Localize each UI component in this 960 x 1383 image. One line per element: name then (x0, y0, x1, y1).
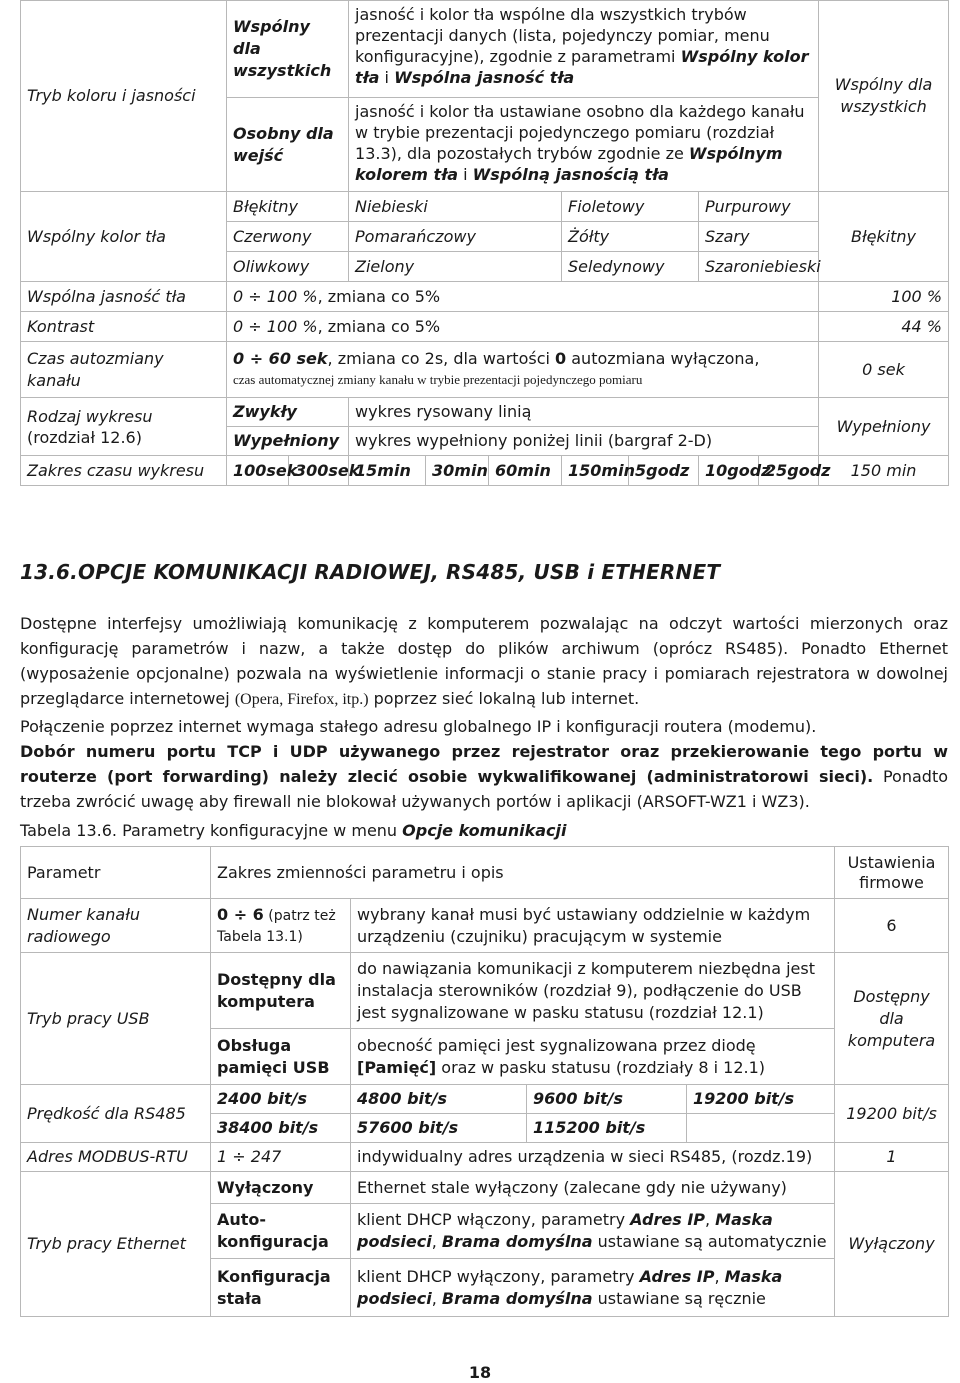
radio-channel-default: 6 (835, 899, 949, 953)
rs485-speed-option: 19200 bit/s (687, 1085, 835, 1114)
row-ethernet-1 (21, 1172, 949, 1204)
chart-type-option-plain: Zwykły (227, 398, 349, 427)
rs485-empty-cell (687, 1114, 835, 1143)
brightness-range: 0 ÷ 100 %, zmiana co 5% (227, 282, 819, 312)
bg-color-default: Błękitny (819, 192, 949, 282)
color-mode-default: Wspólny dla wszystkich (819, 1, 949, 192)
rs485-speed-option: 9600 bit/s (527, 1085, 687, 1114)
chart-type-default: Wypełniony (819, 398, 949, 456)
row-modbus (21, 1143, 949, 1172)
header-param: Parametr (21, 847, 211, 899)
ethernet-mode-label: Tryb pracy Ethernet (21, 1172, 211, 1317)
time-range-option: 25godz (759, 456, 819, 486)
page-number: 18 (468, 1363, 492, 1382)
color-option: Niebieski (349, 192, 562, 222)
brightness-default: 100 % (819, 282, 949, 312)
contrast-range: 0 ÷ 100 %, zmiana co 5% (227, 312, 819, 342)
ethernet-option-off: Wyłączony (211, 1172, 351, 1204)
contrast-label: Kontrast (21, 312, 227, 342)
rs485-speed-label: Prędkość dla RS485 (21, 1085, 211, 1143)
autoswitch-default: 0 sek (819, 342, 949, 398)
color-option: Szary (699, 222, 819, 252)
color-mode-option-common-desc: jasność i kolor tła wspólne dla wszystkich trybów prezentacji danych (lista, pojedynczy pomiar, menu konfiguracyjne), zgodnie z parametrami Wspólny kolor tła i Wspólna jasność tła (349, 1, 819, 98)
ethernet-option-auto-desc: klient DHCP włączony, parametry Adres IP, Maska podsieci, Brama domyślna ustawiane są automatycznie (351, 1204, 835, 1259)
ethernet-option-static-desc: klient DHCP wyłączony, parametry Adres IP, Maska podsieci, Brama domyślna ustawiane są ręcznie (351, 1259, 835, 1317)
contrast-default: 44 % (819, 312, 949, 342)
paragraph-internet: Połączenie poprzez internet wymaga stałego adresu globalnego IP i konfiguracji routera (modemu). (20, 717, 817, 736)
section-heading: 13.6.OPCJE KOMUNIKACJI RADIOWEJ, RS485, USB i ETHERNET (20, 560, 721, 584)
modbus-address-desc: indywidualny adres urządzenia w sieci RS485, (rozdz.19) (351, 1143, 835, 1172)
ethernet-option-auto: Auto-konfiguracja (211, 1204, 351, 1259)
usb-option-computer-desc: do nawiązania komunikacji z komputerem niezbędna jest instalacja sterowników (rozdział 9), podłączenie do USB jest sygnalizowane w pasku statusu (rozdział 12.1) (351, 953, 835, 1029)
communication-options-table (20, 846, 949, 1317)
color-option: Zielony (349, 252, 562, 282)
chart-type-option-filled-desc: wykres wypełniony poniżej linii (bargraf 2-D) (349, 427, 819, 456)
color-mode-option-common: Wspólny dla wszystkich (227, 1, 349, 98)
usb-option-memory: Obsługa pamięci USB (211, 1029, 351, 1085)
time-range-option: 10godz (699, 456, 759, 486)
row-time-range (21, 456, 949, 486)
header-row (21, 847, 949, 899)
rs485-speed-option: 57600 bit/s (351, 1114, 527, 1143)
ethernet-default: Wyłączony (835, 1172, 949, 1317)
paragraph-interfaces: Dostępne interfejsy umożliwiają komunikację z komputerem pozwalając na odczyt wartości mierzonych oraz konfigurację parametrów i nazw, a także dostęp do plików archiwum (oprócz RS485). Ponadto Ethernet (wyposażenie opcjonalne) pozwala na wyświetlenie informacji o stanie pracy i pomiarach rejestratora w dowolnej przeglądarce internetowej (Opera, Firefox, itp.) poprzez sieć lokalną lub internet. (20, 614, 948, 708)
autoswitch-label: Czas autozmiany kanału (21, 342, 227, 398)
modbus-address-label: Adres MODBUS-RTU (21, 1143, 211, 1172)
radio-channel-range: 0 ÷ 6 (patrz też Tabela 13.1) (211, 899, 351, 953)
time-range-option: 150min (562, 456, 629, 486)
brightness-label: Wspólna jasność tła (21, 282, 227, 312)
rs485-speed-default: 19200 bit/s (835, 1085, 949, 1143)
usb-option-memory-desc: obecność pamięci jest sygnalizowana przez diodę [Pamięć] oraz w pasku statusu (rozdziały 8 i 12.1) (351, 1029, 835, 1085)
chart-type-option-filled: Wypełniony (227, 427, 349, 456)
header-default: Ustawienia firmowe (835, 847, 949, 899)
time-range-option: 60min (489, 456, 562, 486)
autoswitch-desc: 0 ÷ 60 sek, zmiana co 2s, dla wartości 0 autozmiana wyłączona, czas automatycznej zmiany kanału w trybie prezentacji pojedynczego pomiaru (227, 342, 819, 398)
chart-type-option-plain-desc: wykres rysowany linią (349, 398, 819, 427)
row-usb-1 (21, 953, 949, 1029)
row-bg-color-1 (21, 192, 949, 222)
color-option: Pomarańczowy (349, 222, 562, 252)
row-rs485-1 (21, 1085, 949, 1114)
usb-option-computer: Dostępny dla komputera (211, 953, 351, 1029)
time-range-option: 15min (349, 456, 426, 486)
radio-channel-label: Numer kanału radiowego (21, 899, 211, 953)
time-range-option: 300sek (289, 456, 349, 486)
time-range-option: 30min (426, 456, 489, 486)
color-mode-label: Tryb koloru i jasności (21, 1, 227, 192)
row-brightness (21, 282, 949, 312)
ethernet-option-off-desc: Ethernet stale wyłączony (zalecane gdy nie używany) (351, 1172, 835, 1204)
color-option: Oliwkowy (227, 252, 349, 282)
color-option: Czerwony (227, 222, 349, 252)
color-mode-option-separate-desc: jasność i kolor tła ustawiane osobno dla każdego kanału w trybie prezentacji pojedynczego pomiaru (rozdział 13.3), dla pozostałych trybów zgodnie ze Wspólnym kolorem tła i Wspólną jasnością tła (349, 98, 819, 192)
rs485-speed-option: 38400 bit/s (211, 1114, 351, 1143)
rs485-speed-option: 4800 bit/s (351, 1085, 527, 1114)
radio-channel-desc: wybrany kanał musi być ustawiany oddzielnie w każdym urządzeniu (czujniku) pracującym w systemie (351, 899, 835, 953)
rs485-speed-option: 2400 bit/s (211, 1085, 351, 1114)
color-option: Purpurowy (699, 192, 819, 222)
time-range-option: 5godz (629, 456, 699, 486)
color-option: Błękitny (227, 192, 349, 222)
modbus-address-default: 1 (835, 1143, 949, 1172)
row-contrast (21, 312, 949, 342)
time-range-label: Zakres czasu wykresu (21, 456, 227, 486)
usb-mode-label: Tryb pracy USB (21, 953, 211, 1085)
time-range-default: 150 min (819, 456, 949, 486)
rs485-speed-option: 115200 bit/s (527, 1114, 687, 1143)
ethernet-option-static: Konfiguracja stała (211, 1259, 351, 1317)
chart-type-label: Rodzaj wykresu (rozdział 12.6) (21, 398, 227, 456)
display-settings-table (20, 0, 949, 486)
color-mode-option-separate: Osobny dla wejść (227, 98, 349, 192)
color-option: Szaroniebieski (699, 252, 819, 282)
usb-default: Dostępny dla komputera (835, 953, 949, 1085)
color-option: Fioletowy (562, 192, 699, 222)
color-option: Seledynowy (562, 252, 699, 282)
row-radio-channel (21, 899, 949, 953)
paragraph-port-forwarding: Dobór numeru portu TCP i UDP używanego przez rejestrator oraz przekierowanie tego portu w routerze (port forwarding) należy zlecić osobie wykwalifikowanej (administratorowi sieci). Ponadto trzeba zwrócić uwagę aby firewall nie blokował używanych portów i aplikacji (ARSOFT-WZ1 i WZ3). (20, 742, 949, 811)
row-chart-type-1 (21, 398, 949, 427)
modbus-address-range: 1 ÷ 247 (211, 1143, 351, 1172)
time-range-option: 100sek (227, 456, 289, 486)
row-autoswitch (21, 342, 949, 398)
bg-color-label: Wspólny kolor tła (21, 192, 227, 282)
header-range: Zakres zmienności parametru i opis (211, 847, 835, 899)
table-caption: Tabela 13.6. Parametry konfiguracyjne w menu Opcje komunikacji (20, 821, 567, 840)
row-color-mode (21, 1, 949, 98)
color-option: Żółty (562, 222, 699, 252)
